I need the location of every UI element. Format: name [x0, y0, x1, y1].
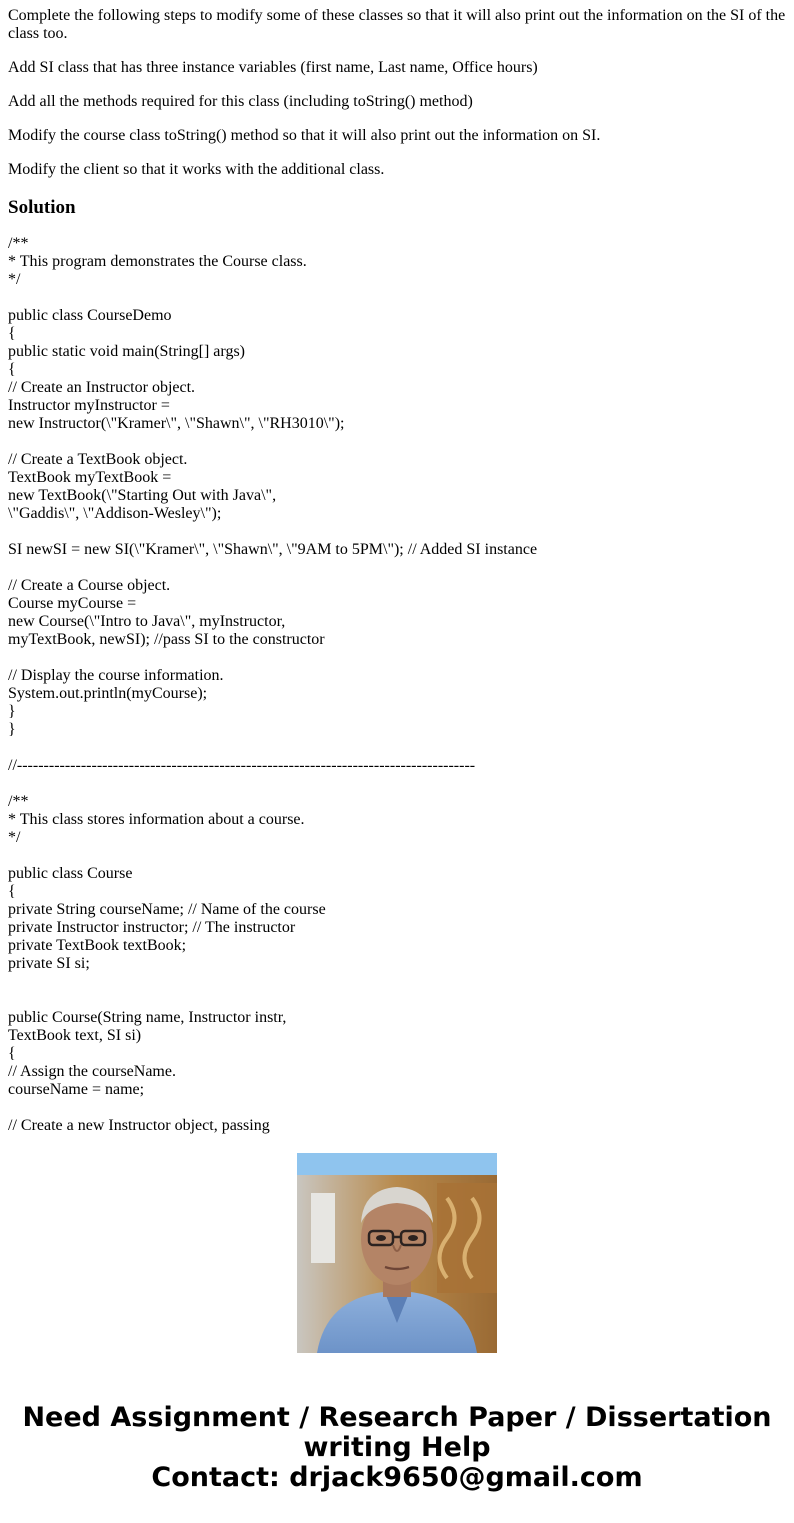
code-line: { — [8, 361, 16, 378]
code-line: new Instructor(\"Kramer\", \"Shawn\", \"RH3010\"); — [8, 415, 345, 432]
code-line — [8, 973, 788, 991]
code-line: } — [8, 703, 16, 720]
code-line: public class CourseDemo — [8, 307, 172, 324]
code-line: private TextBook textBook; — [8, 937, 187, 954]
solution-heading: Solution — [8, 197, 76, 218]
code-line: Instructor myInstructor = — [8, 397, 170, 414]
code-line: System.out.println(myCourse); — [8, 685, 208, 702]
code-line: TextBook myTextBook = — [8, 469, 172, 486]
author-photo — [297, 1153, 497, 1353]
code-line: myTextBook, newSI); //pass SI to the constructor — [8, 631, 325, 648]
intro-paragraph: Add all the methods required for this class (including toString() method) — [8, 93, 473, 110]
code-line: public static void main(String[] args) — [8, 343, 245, 360]
code-line: // Create a TextBook object. — [8, 451, 188, 468]
code-line: public class Course — [8, 865, 133, 882]
code-line: private Instructor instructor; // The instructor — [8, 919, 296, 936]
code-line — [8, 739, 788, 757]
code-line: { — [8, 325, 16, 342]
code-line — [8, 523, 788, 541]
code-line: */ — [8, 271, 21, 288]
code-line — [8, 1099, 788, 1117]
promo-footer — [0, 1403, 794, 1493]
document-content — [8, 7, 788, 1134]
intro-paragraph: Add SI class that has three instance variables (first name, Last name, Office hours) — [8, 59, 538, 76]
code-line: \"Gaddis\", \"Addison-Wesley\"); — [8, 505, 222, 522]
code-line: //-------------------------------------------------------------------------------------- — [8, 757, 476, 774]
code-line: private String courseName; // Name of the course — [8, 901, 326, 918]
promo-line: writing Help — [303, 1432, 491, 1463]
code-line — [8, 433, 788, 451]
code-line: */ — [8, 829, 21, 846]
code-line — [8, 847, 788, 865]
code-line: Course myCourse = — [8, 595, 137, 612]
code-line: { — [8, 883, 16, 900]
code-line — [8, 289, 788, 307]
person-photo-icon — [297, 1153, 497, 1353]
code-block — [8, 235, 788, 1135]
code-line: SI newSI = new SI(\"Kramer\", \"Shawn\", \"9AM to 5PM\"); // Added SI instance — [8, 541, 538, 558]
code-line: courseName = name; — [8, 1081, 145, 1098]
code-line: /** — [8, 235, 29, 252]
code-line — [8, 775, 788, 793]
code-line: TextBook text, SI si) — [8, 1027, 142, 1044]
code-line: { — [8, 1045, 16, 1062]
code-line: /** — [8, 793, 29, 810]
code-line: * This program demonstrates the Course class. — [8, 253, 307, 270]
code-line: // Create an Instructor object. — [8, 379, 196, 396]
intro-paragraph: Complete the following steps to modify some of these classes so that it will also print out the information on the SI of the class too. — [8, 7, 786, 42]
code-line — [8, 559, 788, 577]
code-line: * This class stores information about a course. — [8, 811, 305, 828]
promo-line: Need Assignment / Research Paper / Dissertation — [22, 1402, 772, 1433]
code-line: // Create a new Instructor object, passing — [8, 1117, 270, 1134]
code-line: } — [8, 721, 16, 738]
contact-line: Contact: drjack9650@gmail.com — [151, 1462, 643, 1493]
code-line: private SI si; — [8, 955, 90, 972]
code-line: public Course(String name, Instructor instr, — [8, 1009, 287, 1026]
code-line: // Display the course information. — [8, 667, 224, 684]
code-line — [8, 649, 788, 667]
code-line: new Course(\"Intro to Java\", myInstructor, — [8, 613, 286, 630]
intro-paragraph: Modify the course class toString() method so that it will also print out the information on SI. — [8, 127, 601, 144]
intro-paragraph: Modify the client so that it works with the additional class. — [8, 161, 385, 178]
code-line: new TextBook(\"Starting Out with Java\", — [8, 487, 277, 504]
code-line: // Assign the courseName. — [8, 1063, 176, 1080]
code-line: // Create a Course object. — [8, 577, 171, 594]
code-line — [8, 991, 788, 1009]
